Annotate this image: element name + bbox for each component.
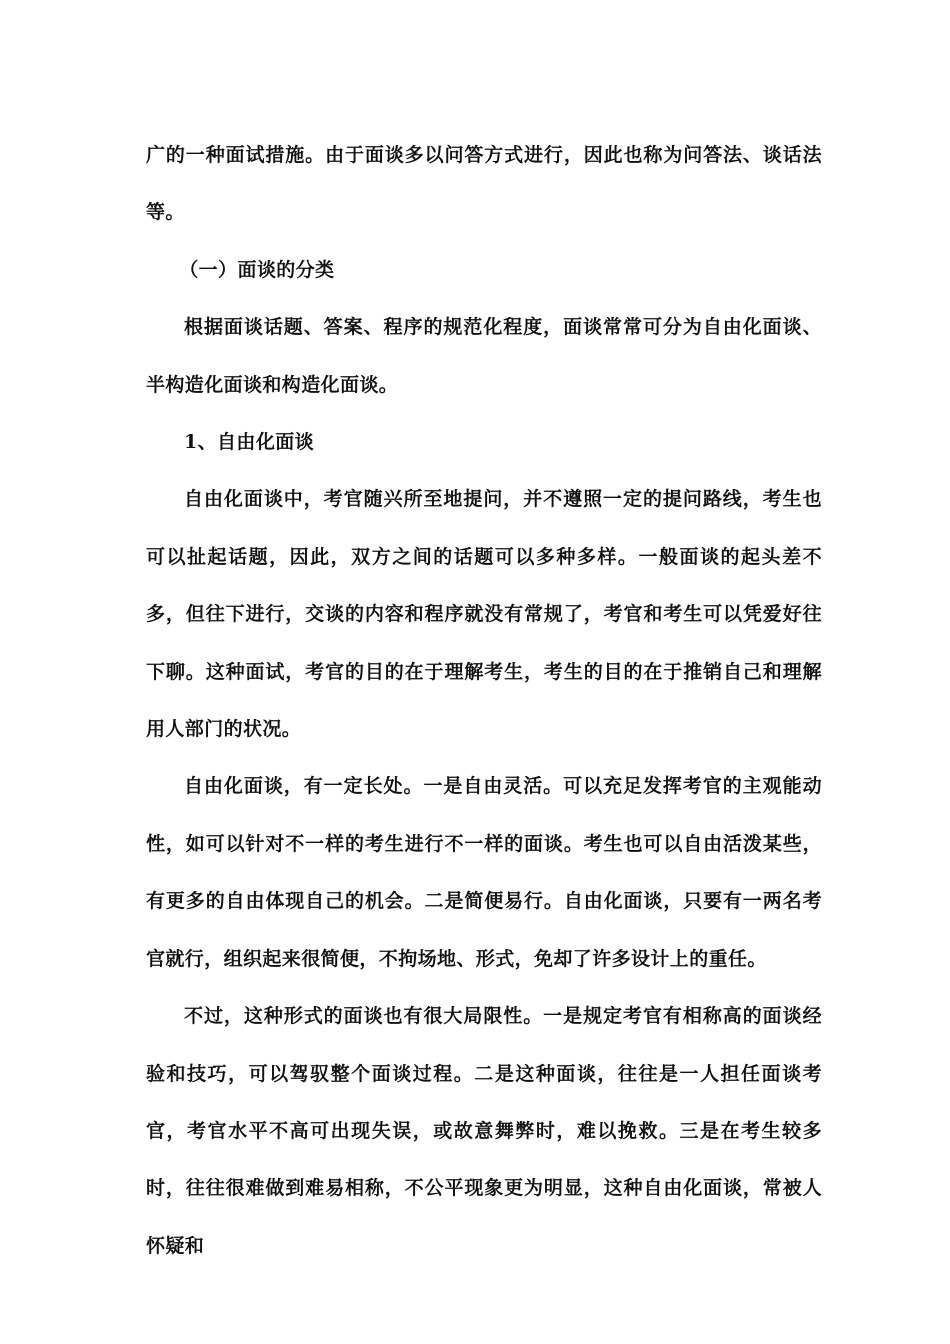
subsection-heading-free-interview: 1、自由化面谈 [184, 431, 315, 454]
document-body [146, 127, 822, 1275]
paragraph-free-interview-advantages: 自由化面谈，有一定长处。一是自由灵活。可以充足发挥考官的主观能动性，如可以针对不一样的考生进行不一样的面谈。考生也可以自由活泼某些，有更多的自由体现自己的机会。二是简便易行。自由化面谈，只要有一两名考官就行，组织起来很简便，不拘场地、形式，免却了许多设计上的重任。 [146, 775, 822, 970]
paragraph-continuation: 广的一种面试措施。由于面谈多以问答方式进行，因此也称为问答法、谈话法等。 [146, 144, 822, 224]
paragraph-free-interview-description: 自由化面谈中，考官随兴所至地提问，并不遵照一定的提问路线，考生也可以扯起话题，因此，双方之间的话题可以多种多样。一般面谈的起头差不多，但往下进行，交谈的内容和程序就没有常规了，考官和考生可以凭爱好往下聊。这种面试，考官的目的在于理解考生，考生的目的在于推销自己和理解用人部门的状况。 [146, 488, 822, 741]
paragraph-free-interview-limitations: 不过，这种形式的面谈也有很大局限性。一是规定考官有相称高的面谈经验和技巧，可以驾驭整个面谈过程。二是这种面谈，往往是一人担任面谈考官，考官水平不高可出现失误，或故意舞弊时，难以挽救。三是在考生较多时，往往很难做到难易相称，不公平现象更为明显，这种自由化面谈，常被人怀疑和 [146, 1005, 822, 1257]
paragraph-classification: 根据面谈话题、答案、程序的规范化程度，面谈常常可分为自由化面谈、半构造化面谈和构造化面谈。 [146, 316, 822, 396]
section-heading-classification: （一）面谈的分类 [179, 258, 335, 281]
